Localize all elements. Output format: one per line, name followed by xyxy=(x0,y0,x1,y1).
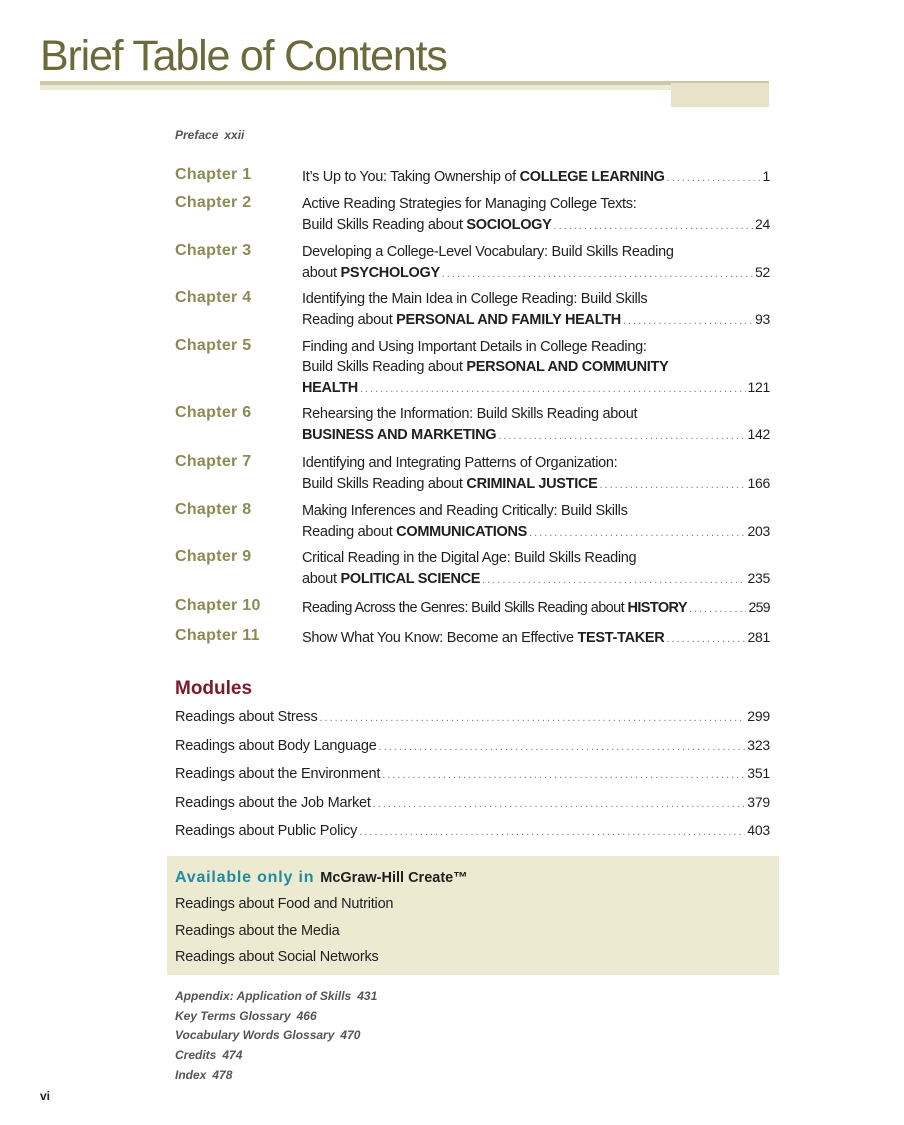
dot-leader xyxy=(442,264,753,284)
chapter-title-line: Identifying and Integrating Patterns of Organization: xyxy=(302,455,618,471)
page-folio: vi xyxy=(40,1089,51,1103)
chapter-title-line: Reading Across the Genres: Build Skills Reading about xyxy=(302,600,628,616)
chapter-page: 235 xyxy=(747,570,770,586)
module-label: Readings about Stress xyxy=(175,709,318,725)
chapter-page: 166 xyxy=(747,475,770,491)
module-entry xyxy=(175,708,770,737)
chapter-title-line: Build Skills Reading about xyxy=(302,358,467,375)
chapter-number: Chapter 10 xyxy=(175,597,261,614)
back-matter-label: Index xyxy=(175,1067,207,1082)
dot-leader xyxy=(379,741,746,753)
chapter-number: Chapter 2 xyxy=(175,194,252,211)
back-matter-label: Credits xyxy=(175,1048,217,1063)
dot-leader xyxy=(359,826,745,838)
chapter-page: 52 xyxy=(755,263,770,280)
dot-leader xyxy=(689,599,747,619)
chapter-keyword: PERSONAL AND FAMILY HEALTH xyxy=(396,312,621,328)
chapter-title-line: Show What You Know: Become an Effective xyxy=(302,629,578,646)
chapter-page: 142 xyxy=(747,426,770,442)
chapter-keyword: HISTORY xyxy=(627,600,687,616)
chapter-keyword: COMMUNICATIONS xyxy=(396,523,528,540)
back-matter-entry xyxy=(175,989,377,1009)
dot-leader xyxy=(382,769,745,781)
back-matter-page: 474 xyxy=(222,1048,243,1063)
chapter-list xyxy=(175,166,770,655)
dot-leader xyxy=(320,712,746,724)
back-matter-entry xyxy=(175,1068,377,1088)
chapter-page: 93 xyxy=(755,311,770,327)
chapter-entry xyxy=(175,337,770,405)
create-item: Readings about Food and Nutrition xyxy=(175,896,394,912)
chapter-entry xyxy=(175,548,770,597)
create-header xyxy=(175,869,468,887)
create-brand: McGraw-Hill Create™ xyxy=(320,870,468,886)
dot-leader xyxy=(623,311,753,331)
chapter-number: Chapter 3 xyxy=(175,241,252,259)
chapter-page: 24 xyxy=(755,216,770,232)
module-page: 299 xyxy=(747,708,770,724)
preface-entry xyxy=(175,128,244,142)
title-rule xyxy=(40,81,769,90)
chapter-keyword: CRIMINAL JUSTICE xyxy=(466,476,598,492)
module-entry xyxy=(175,765,770,794)
chapter-number: Chapter 5 xyxy=(175,336,252,354)
back-matter-entry xyxy=(175,1028,377,1048)
back-matter-label: Vocabulary Words Glossary xyxy=(175,1028,335,1043)
module-label: Readings about Public Policy xyxy=(175,823,358,839)
modules-heading: Modules xyxy=(175,678,253,699)
chapter-title-line: about xyxy=(302,571,341,587)
back-matter-entry xyxy=(175,1048,377,1068)
module-page: 403 xyxy=(747,822,770,838)
chapter-title-line: Active Reading Strategies for Managing College Texts: xyxy=(302,196,637,212)
chapter-entry xyxy=(175,597,770,627)
chapter-number: Chapter 9 xyxy=(175,548,252,565)
module-label: Readings about the Job Market xyxy=(175,794,371,811)
back-matter-label: Appendix: Application of Skills xyxy=(175,989,352,1003)
chapter-title-line: Making Inferences and Reading Critically: Build Skills xyxy=(302,502,628,519)
back-matter-list xyxy=(175,989,377,1087)
chapter-keyword: SOCIOLOGY xyxy=(466,217,552,233)
chapter-title-line: Identifying the Main Idea in College Reading: Build Skills xyxy=(302,291,648,307)
chapter-keyword: COLLEGE LEARNING xyxy=(519,169,665,185)
back-matter-page: 478 xyxy=(212,1067,233,1082)
chapter-entry xyxy=(175,166,770,194)
module-page: 323 xyxy=(747,736,770,753)
chapter-page: 203 xyxy=(747,522,770,539)
chapter-keyword: PSYCHOLOGY xyxy=(340,264,440,281)
chapter-keyword: TEST-TAKER xyxy=(577,629,665,646)
page-title: Brief Table of Contents xyxy=(40,32,447,80)
dot-leader xyxy=(666,629,745,649)
chapter-number: Chapter 7 xyxy=(175,453,252,470)
chapter-keyword-continued: HEALTH xyxy=(302,379,358,396)
chapter-title-line: Build Skills Reading about xyxy=(302,476,467,492)
module-entry xyxy=(175,822,770,851)
chapter-page: 259 xyxy=(748,599,770,615)
back-matter-entry xyxy=(175,1009,377,1029)
chapter-entry xyxy=(175,453,770,501)
chapter-keyword: PERSONAL AND COMMUNITY xyxy=(466,358,669,375)
dot-leader xyxy=(667,168,761,188)
module-label: Readings about Body Language xyxy=(175,737,377,754)
module-page: 379 xyxy=(747,793,770,810)
chapter-number: Chapter 4 xyxy=(175,289,252,306)
module-page: 351 xyxy=(747,765,770,781)
create-item: Readings about Social Networks xyxy=(175,949,379,965)
chapter-title-line: Reading about xyxy=(302,523,397,540)
preface-label: Preface xyxy=(175,128,219,142)
module-entry xyxy=(175,737,770,766)
chapter-keyword: BUSINESS AND MARKETING xyxy=(302,427,497,443)
chapter-title-line: Reading about xyxy=(302,312,397,328)
chapter-page: 281 xyxy=(747,628,770,645)
module-label: Readings about the Environment xyxy=(175,766,381,782)
chapter-title-line: about xyxy=(302,264,341,281)
create-box xyxy=(167,856,779,975)
create-item: Readings about the Media xyxy=(175,923,340,939)
title-tab-decoration xyxy=(671,83,769,107)
dot-leader xyxy=(529,523,746,543)
chapter-title-line: Build Skills Reading about xyxy=(302,217,467,233)
module-entry xyxy=(175,794,770,823)
dot-leader xyxy=(373,798,746,810)
chapter-entry xyxy=(175,289,770,337)
dot-leader xyxy=(600,475,746,495)
back-matter-page: 466 xyxy=(296,1008,317,1023)
chapter-title-line: Developing a College-Level Vocabulary: Build Skills Reading xyxy=(302,243,674,260)
chapter-page: 121 xyxy=(747,378,770,395)
chapter-page: 1 xyxy=(762,168,770,184)
chapter-entry xyxy=(175,501,770,549)
chapter-number: Chapter 11 xyxy=(175,626,260,644)
dot-leader xyxy=(554,216,753,236)
chapter-entry xyxy=(175,404,770,453)
back-matter-page: 470 xyxy=(340,1028,361,1043)
chapter-entry xyxy=(175,242,770,290)
chapter-number: Chapter 8 xyxy=(175,500,252,518)
chapter-title-line: Rehearsing the Information: Build Skills Reading about xyxy=(302,406,638,422)
available-label: Available only in xyxy=(175,869,315,886)
chapter-title-line: Finding and Using Important Details in College Reading: xyxy=(302,338,647,355)
dot-leader xyxy=(498,426,745,446)
chapter-number: Chapter 6 xyxy=(175,404,252,421)
chapter-keyword: POLITICAL SCIENCE xyxy=(340,571,481,587)
chapter-title-line: It’s Up to You: Taking Ownership of xyxy=(302,169,520,185)
chapter-entry xyxy=(175,627,770,655)
preface-page: xxii xyxy=(224,128,245,142)
back-matter-label: Key Terms Glossary xyxy=(175,1008,291,1023)
chapter-title-line: Critical Reading in the Digital Age: Build Skills Reading xyxy=(302,550,637,566)
dot-leader xyxy=(360,379,746,399)
chapter-number: Chapter 1 xyxy=(175,166,252,183)
module-list xyxy=(175,708,770,851)
dot-leader xyxy=(482,570,745,590)
back-matter-page: 431 xyxy=(357,989,378,1003)
chapter-entry xyxy=(175,194,770,242)
